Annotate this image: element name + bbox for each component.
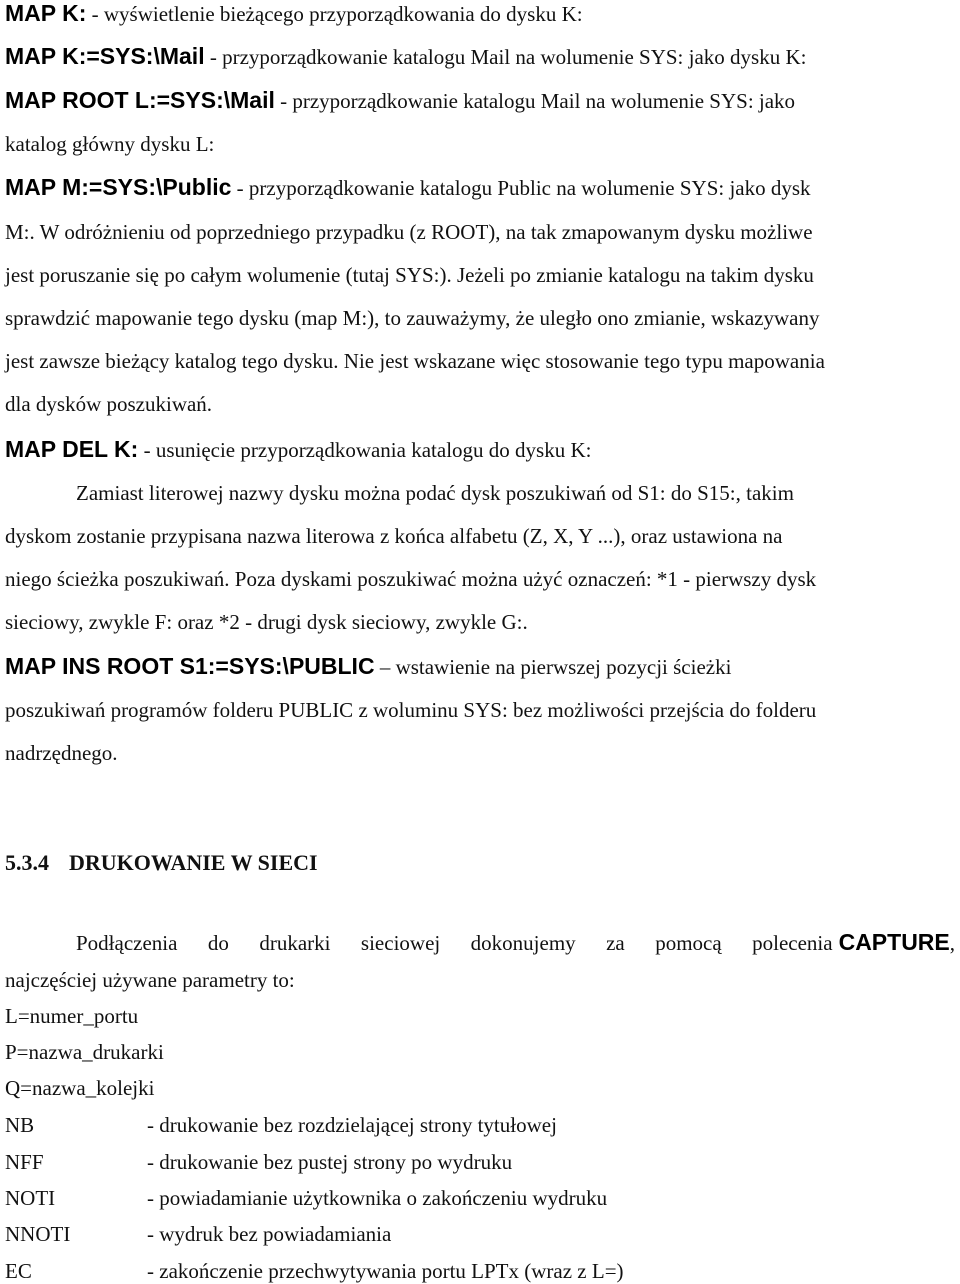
paragraph-line: poszukiwań programów folderu PUBLIC z woluminu SYS: bez możliwości przejścia do folderu [5,698,817,722]
paragraph-line: jest zawsze bieżący katalog tego dysku. Nie jest wskazane więc stosowanie tego typu mapowania [5,349,825,373]
intro-word: drukarki [259,931,331,955]
paragraph-line: dla dysków poszukiwań. [5,392,213,416]
map-del-line [5,436,591,463]
map-k-line [5,0,583,27]
param-row [5,1185,955,1211]
intro-word: polecenia [752,931,833,955]
param-row [5,1258,955,1284]
capture-command: CAPTURE [838,929,950,955]
command: MAP K: [5,0,87,26]
command-description: - przyporządkowanie katalogu Public na wolumenie SYS: jako dysk [231,176,811,200]
section-heading [5,850,318,876]
param-description: - zakończenie przechwytywania portu LPTx (wraz z L=) [147,1259,624,1283]
map-root-line [5,87,795,114]
paragraph-line: M:. W odróżnieniu od poprzedniego przypadku (z ROOT), na tak zmapowanym dysku możliwe [5,220,813,244]
paragraph-line: Zamiast literowej nazwy dysku można podać dysk poszukiwań od S1: do S15:, takim [76,481,794,505]
param-description: - powiadamianie użytkownika o zakończeniu wydruku [147,1186,608,1210]
param-code: EC [5,1259,32,1283]
intro-word: Podłączenia [76,931,178,955]
param-code: NOTI [5,1186,56,1210]
command-description: - usunięcie przyporządkowania katalogu do dysku K: [138,438,592,462]
section-number: 5.3.4 [5,850,49,875]
command: MAP M:=SYS:\Public [5,174,232,200]
intro-word: do [207,931,229,955]
map-k-mail-line [5,43,806,70]
intro-word: dokonujemy [470,931,576,955]
command: MAP DEL K: [5,436,139,462]
paragraph-line: niego ścieżka poszukiwań. Poza dyskami poszukiwać można użyć oznaczeń: *1 - pierwszy dysk [5,567,817,591]
command-description: – wstawienie na pierwszej pozycji ścieżki [374,655,732,679]
param-description: - drukowanie bez pustej strony po wydruku [147,1150,513,1174]
paragraph-line: sprawdzić mapowanie tego dysku (map M:), to zauważymy, że uległo ono zmianie, wskazywany [5,306,820,330]
param-description: - wydruk bez powiadamiania [147,1222,392,1246]
paragraph-line: nadrzędnego. [5,741,118,765]
command: MAP ROOT L:=SYS:\Mail [5,87,275,113]
intro-word: pomocą [655,931,722,955]
intro-word: za [606,931,625,955]
command-description: - przyporządkowanie katalogu Mail na wolumenie SYS: jako dysku K: [204,45,807,69]
param-row [5,1221,955,1247]
param-description: - drukowanie bez rozdzielającej strony tytułowej [147,1113,557,1137]
param-simple: L=numer_portu [5,1004,139,1028]
paragraph-line: sieciowy, zwykle F: oraz *2 - drugi dysk sieciowy, zwykle G:. [5,610,528,634]
map-ins-line [5,653,731,680]
paragraph-line: dyskom zostanie przypisana nazwa literowa z końca alfabetu (Z, X, Y ...), oraz ustawiona na [5,524,783,548]
command-description: - przyporządkowanie katalogu Mail na wolumenie SYS: jako [274,89,796,113]
map-root-continuation: katalog główny dysku L: [5,132,215,156]
command-description: - wyświetlenie bieżącego przyporządkowania do dysku K: [86,2,583,26]
param-simple: Q=nazwa_kolejki [5,1076,155,1100]
capture-intro-line [76,929,955,956]
command: MAP INS ROOT S1:=SYS:\PUBLIC [5,653,375,679]
paragraph-line: jest poruszanie się po całym wolumenie (tutaj SYS:). Jeżeli po zmianie katalogu na takim dysku [5,263,814,287]
command: MAP K:=SYS:\Mail [5,43,205,69]
capture-intro-text [76,930,839,956]
param-code: NNOTI [5,1222,71,1246]
param-code: NB [5,1113,35,1137]
paragraph-line: najczęściej używane parametry to: [5,968,295,992]
param-row [5,1112,955,1138]
section-title: DRUKOWANIE W SIECI [69,850,318,875]
param-code: NFF [5,1150,44,1174]
param-row [5,1149,955,1175]
map-m-line [5,174,811,201]
capture-intro-comma: , [949,931,955,955]
param-simple: P=nazwa_drukarki [5,1040,164,1064]
intro-word: sieciowej [360,931,441,955]
